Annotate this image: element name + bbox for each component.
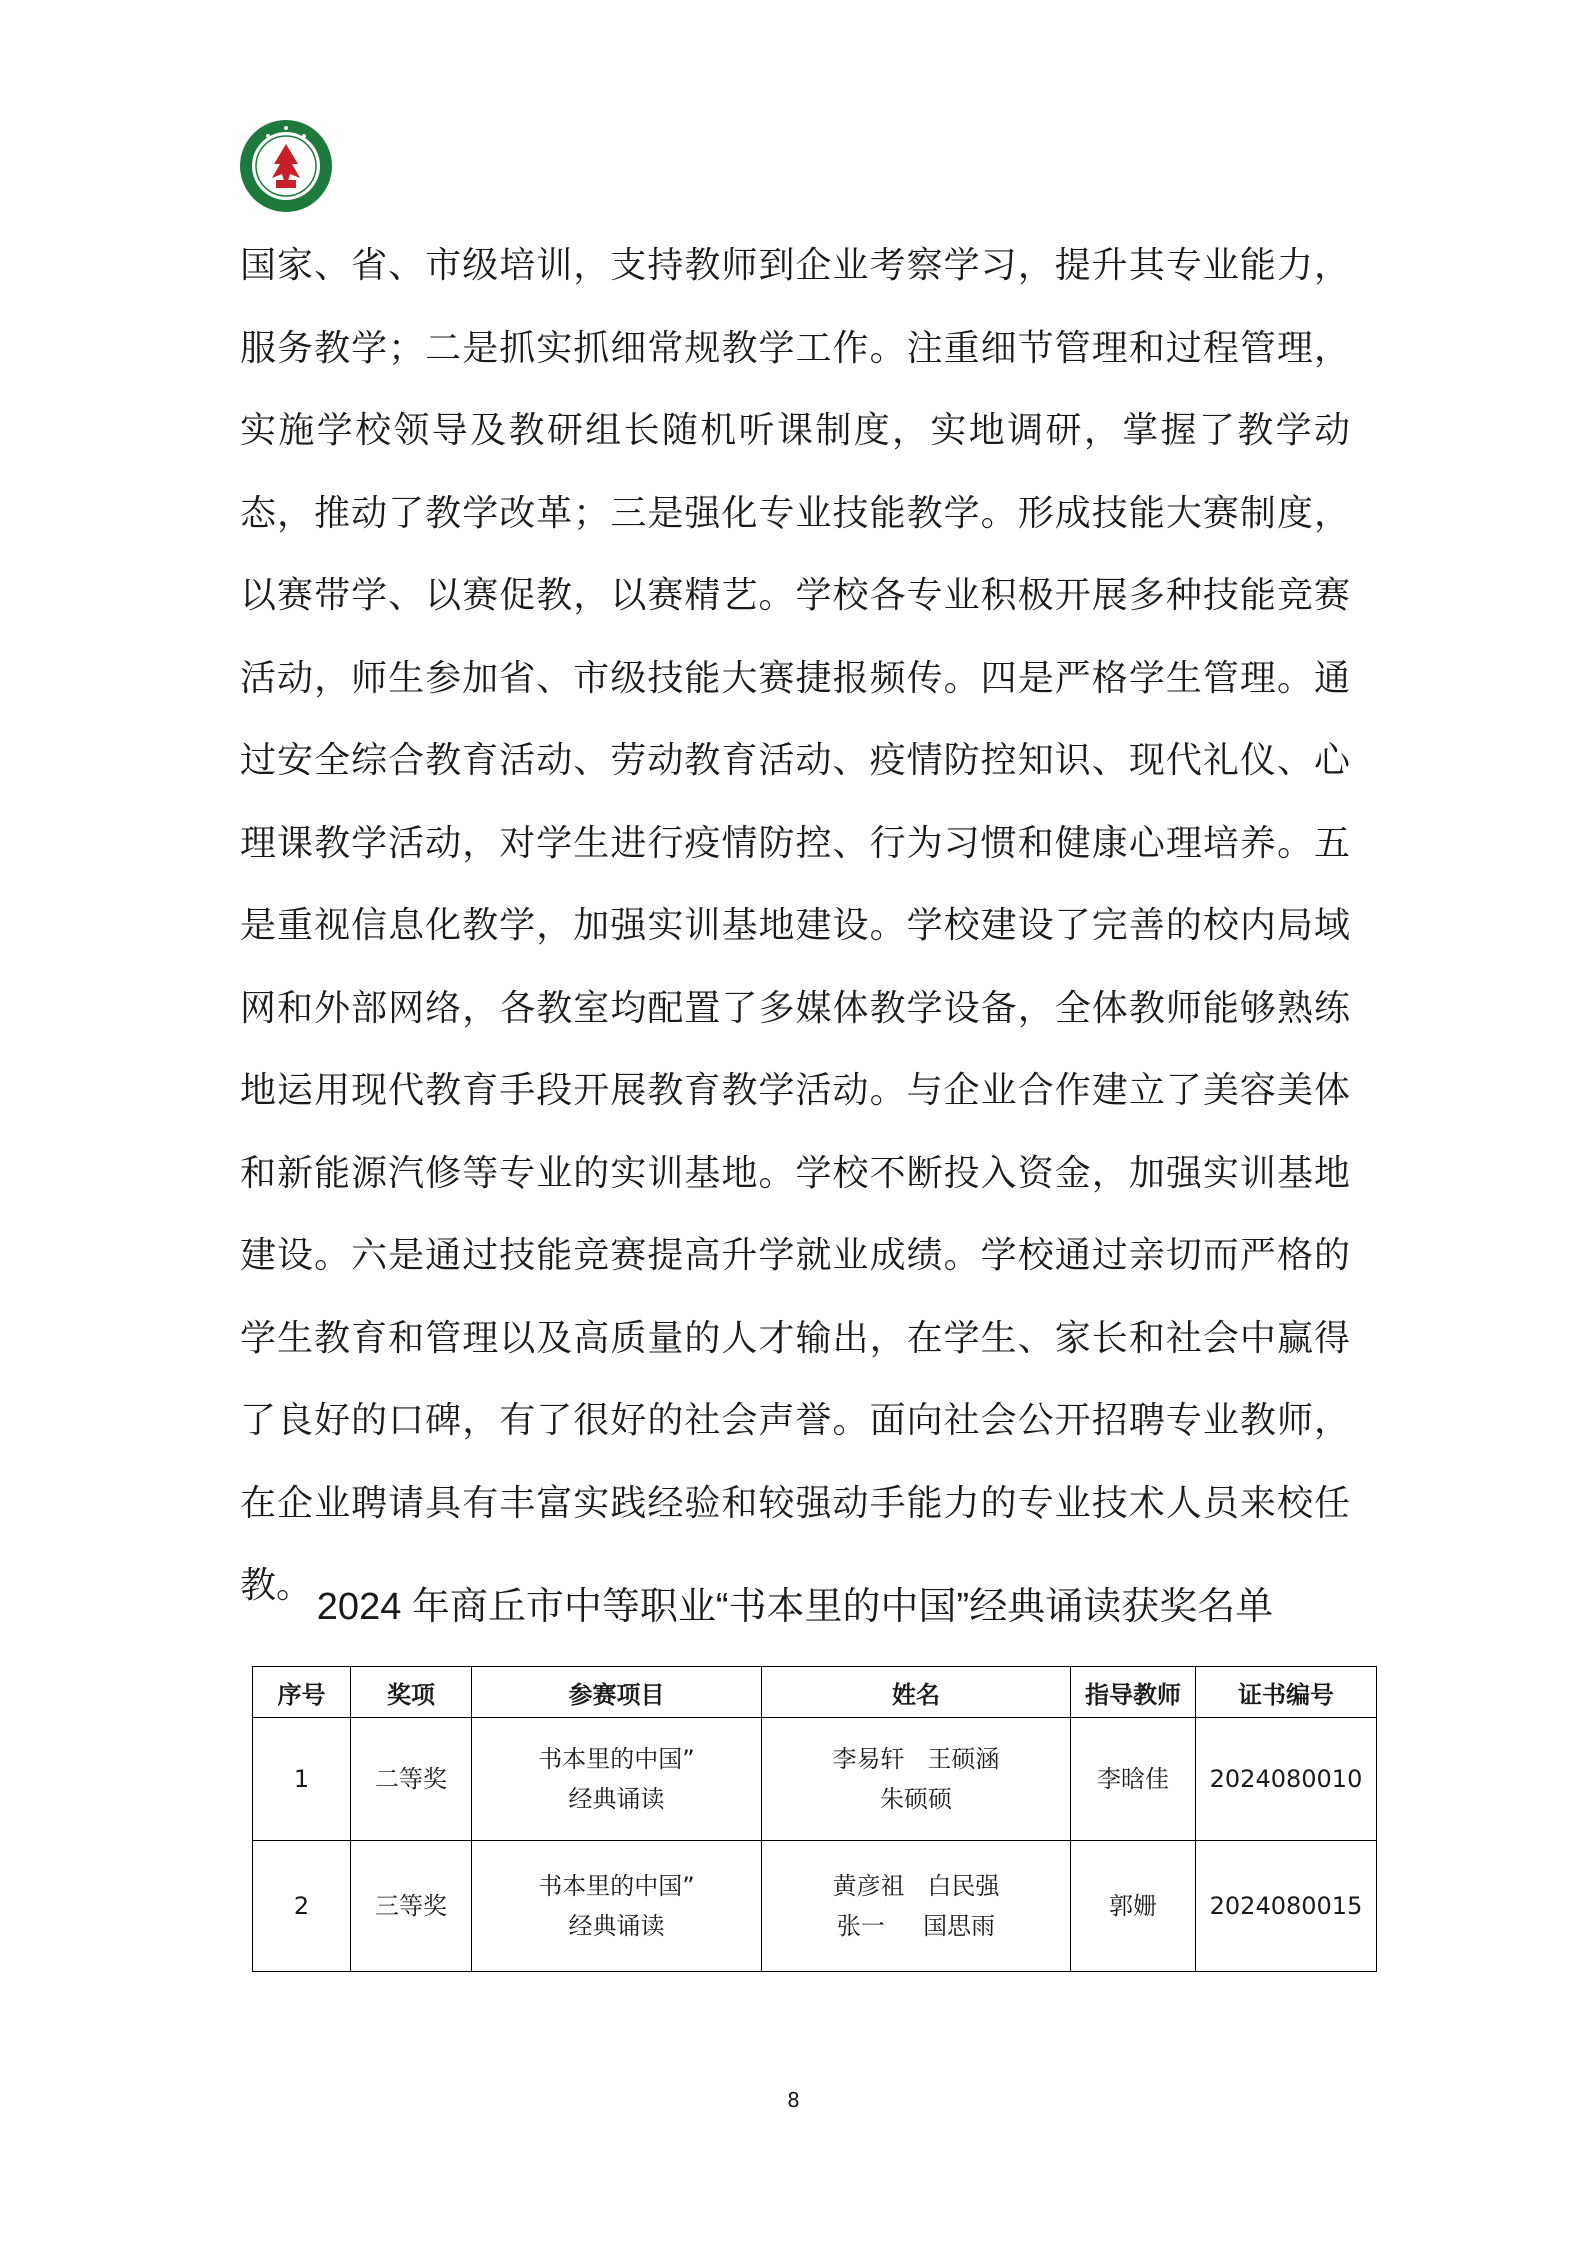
names-line: 李易轩 王硕涵 [832,1745,1000,1773]
cell-names [762,1841,1071,1972]
cell-names [762,1718,1071,1841]
cell-certificate: 2024080015 [1196,1841,1377,1972]
awards-table [252,1666,1377,1972]
table-row [253,1841,1377,1972]
project-line: 书本里的中国” [538,1745,695,1773]
table-row [253,1718,1377,1841]
header-award: 奖项 [351,1667,472,1718]
cell-no: 1 [253,1718,351,1841]
project-line: 书本里的中国” [538,1872,695,1900]
cell-certificate: 2024080010 [1196,1718,1377,1841]
header-teacher: 指导教师 [1071,1667,1196,1718]
cell-award: 三等奖 [351,1841,472,1972]
table-title: 2024 年商丘市中等职业“书本里的中国”经典诵读获奖名单 [316,1586,1274,1628]
header-no: 序号 [253,1667,351,1718]
project-line: 经典诵读 [568,1912,665,1940]
names-line: 朱硕硕 [880,1785,952,1813]
header-names: 姓名 [762,1667,1071,1718]
school-emblem-icon [238,118,334,214]
table-header-row [253,1667,1377,1718]
header-project: 参赛项目 [472,1667,762,1718]
cell-award: 二等奖 [351,1718,472,1841]
names-line: 张一 国思雨 [836,1912,996,1940]
cell-teacher: 李晗佳 [1071,1718,1196,1841]
project-line: 经典诵读 [568,1785,665,1813]
cell-project [472,1841,762,1972]
names-line: 黄彦祖 白民强 [832,1872,1000,1900]
cell-no: 2 [253,1841,351,1972]
cell-project [472,1718,762,1841]
body-paragraph: 国家、省、市级培训，支持教师到企业考察学习，提升其专业能力，服务教学；二是抓实抓细常规教学工作。注重细节管理和过程管理，实施学校领导及教研组长随机听课制度，实地调研，掌握了教学动态，推动了教学改革；三是强化专业技能教学。形成技能大赛制度，以赛带学、以赛促教，以赛精艺。学校各专业积极开展多种技能竞赛活动，师生参加省、市级技能大赛捷报频传。四是严格学生管理。通过安全综合教育活动、劳动教育活动、疫情防控知识、现代礼仪、心理课教学活动，对学生进行疫情防控、行为习惯和健康心理培养。五是重视信息化教学，加强实训基地建设。学校建设了完善的校内局域网和外部网络，各教室均配置了多媒体教学设备，全体教师能够熟练地运用现代教育手段开展教育教学活动。与企业合作建立了美容美体和新能源汽修等专业的实训基地。学校不断投入资金，加强实训基地建设。六是通过技能竞赛提高升学就业成绩。学校通过亲切而严格的学生教育和管理以及高质量的人才输出，在学生、家长和社会中赢得了良好的口碑，有了很好的社会声誉。面向社会公开招聘专业教师，在企业聘请具有丰富实践经验和较强动手能力的专业技术人员来校任教。 [240,245,1350,1606]
header-certificate: 证书编号 [1196,1667,1377,1718]
page-number: 8 [787,2088,800,2112]
cell-teacher: 郭姗 [1071,1841,1196,1972]
